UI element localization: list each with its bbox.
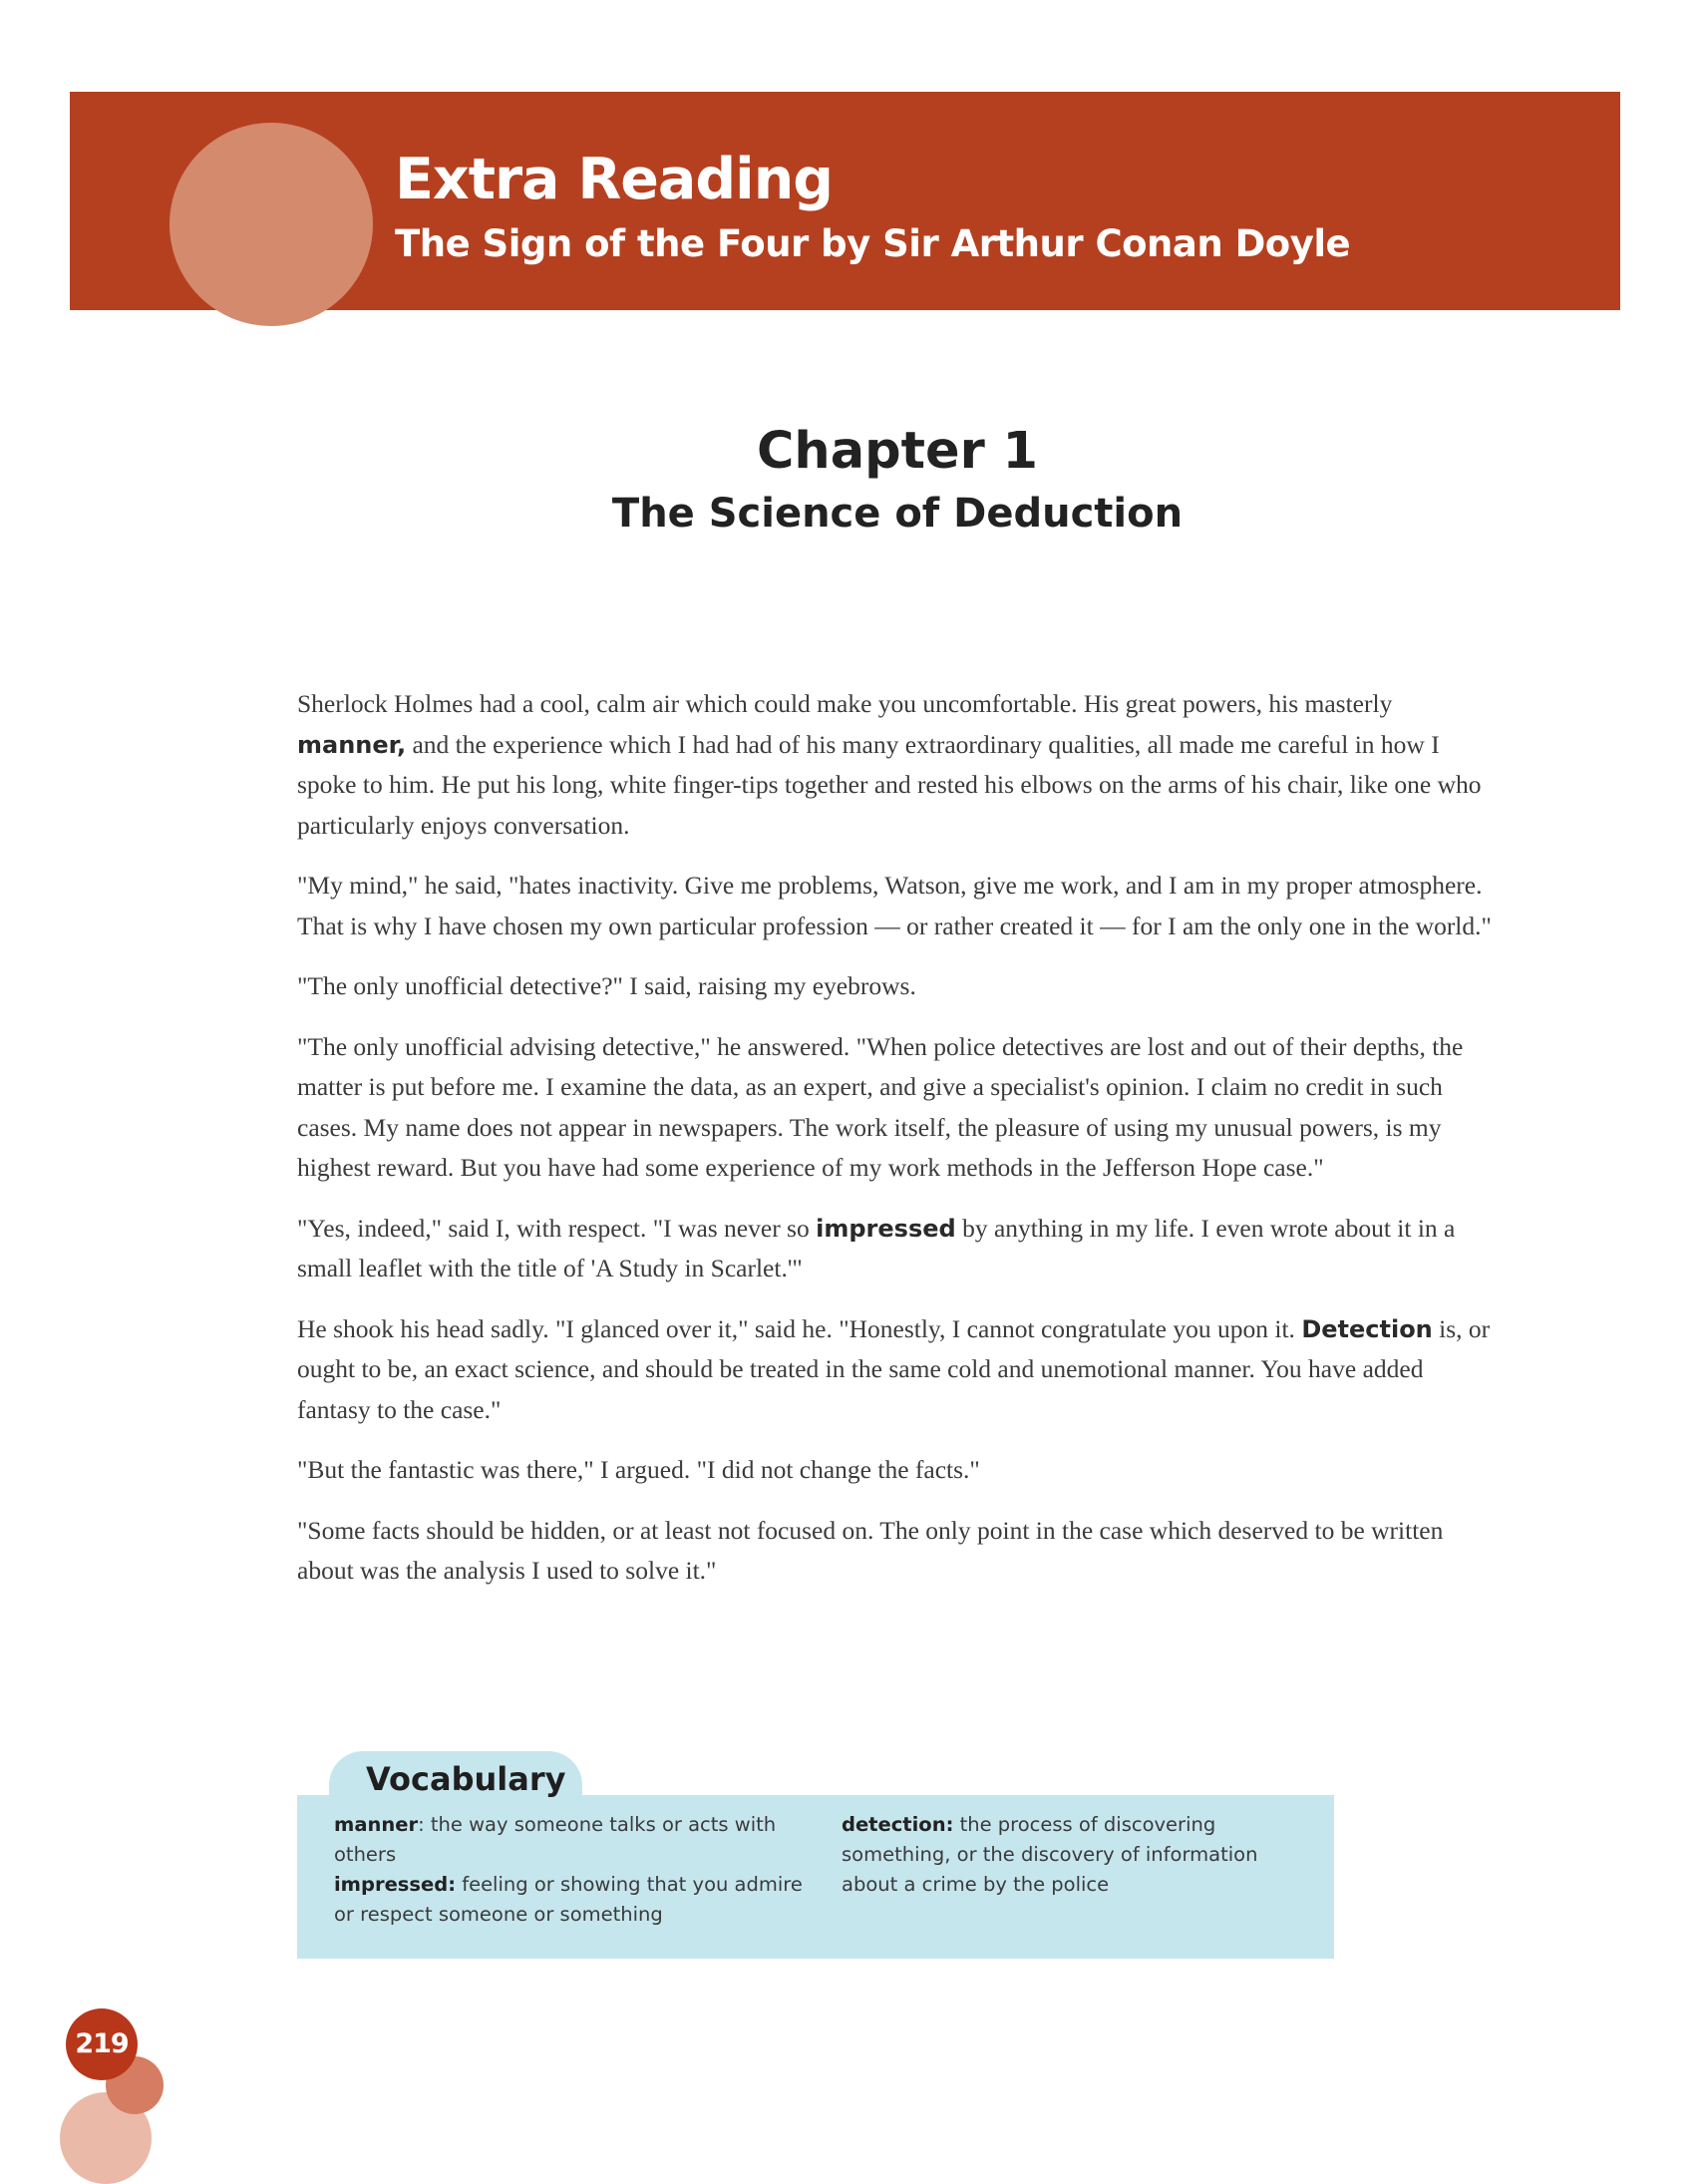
vocab-separator: : <box>418 1813 431 1836</box>
chapter-number: Chapter 1 <box>756 422 1039 481</box>
story-paragraph-8: "Some facts should be hidden, or at least not focused on. The only point in the case which deserved to be written about was the analysis I used to solve it." <box>297 1515 1444 1585</box>
story-paragraph-6-text-a: He shook his head sadly. "I glanced over it," said he. "Honestly, I cannot congratulate you upon it. <box>297 1313 1302 1343</box>
vocab-entry-manner <box>334 1810 803 1870</box>
vocab-entry-impressed <box>334 1870 803 1930</box>
vocab-definition: feeling or showing that you admire or respect someone or something <box>334 1873 803 1926</box>
story-paragraph-7: "But the fantastic was there," I argued. "I did not change the facts." <box>297 1455 980 1484</box>
story-paragraph-4: "The only unofficial advising detective," he answered. "When police detectives are lost and out of their depths, the matter is put before me. I examine the data, as an expert, and give a specialist's opinion. I claim no credit in such cases. My name does not appear in newspapers. The work itself, the pleasure of using my unusual powers, is my highest reward. But you have had some experience of my work methods in the Jefferson Hope case." <box>297 1031 1464 1182</box>
story-paragraph-1-text-a: Sherlock Holmes had a cool, calm air which could make you uncomfortable. His great powers, his masterly <box>297 689 1393 718</box>
story-paragraph-2: "My mind," he said, "hates inactivity. Give me problems, Watson, give me work, and I am in my proper atmosphere. That is why I have chosen my own particular profession — or rather created it — for I am the only one in the world." <box>297 871 1492 940</box>
vocab-term: manner <box>334 1813 419 1836</box>
vocab-entry-detection <box>842 1810 1310 1900</box>
vocabulary-column-right <box>842 1810 1310 1900</box>
chapter-title: The Science of Deduction <box>611 491 1184 537</box>
vocab-term: impressed: <box>334 1873 456 1896</box>
vocab-term: detection: <box>842 1813 954 1836</box>
section-title: Extra Reading <box>395 147 834 212</box>
book-subtitle: The Sign of the Four by Sir Arthur Conan Doyle <box>395 222 1351 265</box>
vocab-word-detection: Detection <box>1301 1314 1433 1343</box>
vocabulary-column-left <box>334 1810 803 1930</box>
vocab-word-impressed: impressed <box>816 1214 956 1243</box>
banner-circle-decoration <box>170 123 373 326</box>
story-paragraph-5-text-b: by anything in my life. I even wrote about it in a small leaflet with the title of 'A Study in Scarlet.'" <box>297 1213 1456 1282</box>
story-paragraph-5 <box>297 1209 1499 1289</box>
story-paragraph-6 <box>297 1309 1499 1431</box>
story-paragraph-1 <box>297 684 1499 846</box>
story-paragraph-3: "The only unofficial detective?" I said, raising my eyebrows. <box>297 971 916 1000</box>
story-text <box>297 684 1499 1612</box>
vocab-definition: the process of discovering something, or the discovery of information about a crime by the police <box>842 1813 1258 1896</box>
story-paragraph-5-text-a: "Yes, indeed," said I, with respect. "I was never so <box>297 1213 817 1243</box>
vocab-word-manner: manner, <box>297 730 407 759</box>
vocabulary-heading: Vocabulary <box>366 1760 566 1798</box>
story-paragraph-1-text-b: and the experience which I had had of his many extraordinary qualities, all made me careful in how I spoke to him. He put his long, white finger-tips together and rested his elbows on the arms of his chair, like one who particularly enjoys conversation. <box>297 729 1482 840</box>
story-paragraph-6-text-b: is, or ought to be, an exact science, and should be treated in the same cold and unemotional manner. You have added fantasy to the case." <box>297 1313 1491 1424</box>
vocab-definition: the way someone talks or acts with others <box>334 1813 777 1866</box>
page-number: 219 <box>66 2008 138 2080</box>
